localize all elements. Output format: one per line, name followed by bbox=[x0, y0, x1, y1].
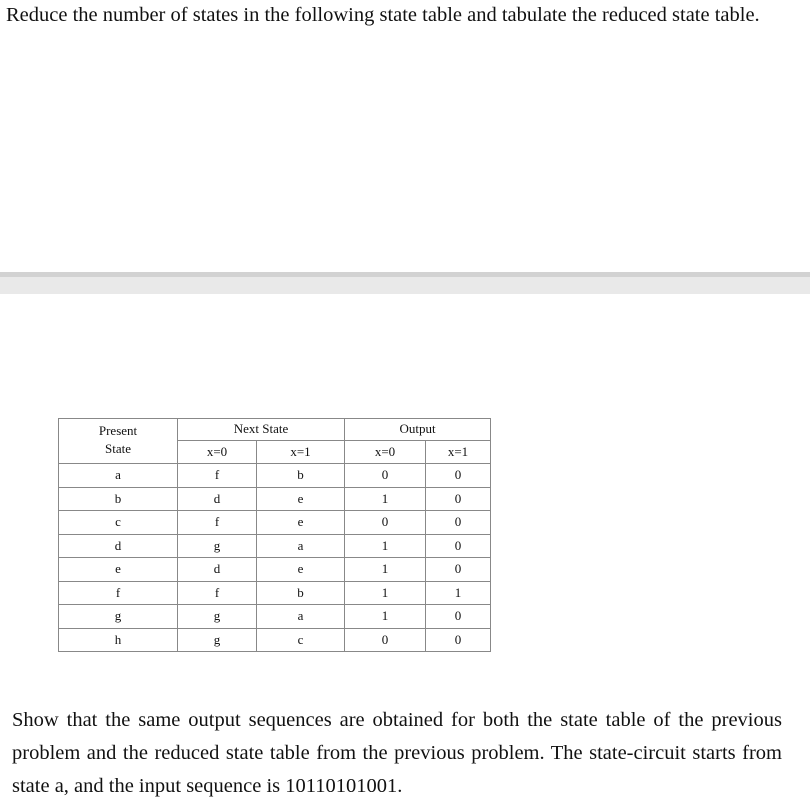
next-state-x1-cell: e bbox=[257, 558, 345, 582]
next-state-x1-cell: e bbox=[257, 487, 345, 511]
output-x0-header: x=0 bbox=[345, 440, 426, 464]
section-divider bbox=[0, 272, 810, 294]
output-header: Output bbox=[345, 419, 491, 441]
present-state-header: Present bbox=[59, 419, 178, 441]
output-x0-cell: 1 bbox=[345, 558, 426, 582]
next-state-x0-cell: d bbox=[178, 487, 257, 511]
state-table bbox=[58, 418, 491, 652]
next-state-x1-cell: b bbox=[257, 581, 345, 605]
next-state-x0-cell: f bbox=[178, 581, 257, 605]
next-state-x1-cell: a bbox=[257, 605, 345, 629]
output-x0-cell: 1 bbox=[345, 605, 426, 629]
output-x1-cell: 0 bbox=[426, 558, 491, 582]
output-x1-cell: 0 bbox=[426, 605, 491, 629]
output-x1-cell: 0 bbox=[426, 464, 491, 488]
present-state-cell: c bbox=[59, 511, 178, 535]
question-text-top: Reduce the number of states in the following state table and tabulate the reduced state table. bbox=[6, 4, 760, 26]
output-x1-cell: 0 bbox=[426, 511, 491, 535]
output-x1-cell: 0 bbox=[426, 487, 491, 511]
question-text-bottom: Show that the same output sequences are obtained for both the state table of the previous problem and the reduced state table from the previous problem. The state-circuit starts from state a, and the input sequence is 10110101001. bbox=[12, 709, 782, 797]
table-row bbox=[59, 511, 491, 535]
table-row bbox=[59, 558, 491, 582]
output-x1-header: x=1 bbox=[426, 440, 491, 464]
present-state-cell: d bbox=[59, 534, 178, 558]
present-state-cell: a bbox=[59, 464, 178, 488]
next-state-x1-cell: e bbox=[257, 511, 345, 535]
present-state-cell: e bbox=[59, 558, 178, 582]
output-x0-cell: 1 bbox=[345, 534, 426, 558]
next-state-x0-cell: f bbox=[178, 511, 257, 535]
present-state-cell: b bbox=[59, 487, 178, 511]
present-state-cell: h bbox=[59, 628, 178, 652]
output-x1-cell: 1 bbox=[426, 581, 491, 605]
output-x0-cell: 1 bbox=[345, 487, 426, 511]
table-body bbox=[59, 464, 491, 652]
next-state-x1-cell: a bbox=[257, 534, 345, 558]
table-row bbox=[59, 464, 491, 488]
next-state-x1-cell: c bbox=[257, 628, 345, 652]
next-state-x0-cell: f bbox=[178, 464, 257, 488]
next-state-x1-cell: b bbox=[257, 464, 345, 488]
present-state-header-line2: State bbox=[59, 440, 178, 464]
output-x0-cell: 0 bbox=[345, 511, 426, 535]
output-x0-cell: 0 bbox=[345, 628, 426, 652]
table-row bbox=[59, 487, 491, 511]
output-x1-cell: 0 bbox=[426, 534, 491, 558]
table-header-row bbox=[59, 419, 491, 441]
next-state-header: Next State bbox=[178, 419, 345, 441]
table-row bbox=[59, 628, 491, 652]
table-row bbox=[59, 605, 491, 629]
next-state-x0-header: x=0 bbox=[178, 440, 257, 464]
output-x0-cell: 0 bbox=[345, 464, 426, 488]
output-x0-cell: 1 bbox=[345, 581, 426, 605]
next-state-x1-header: x=1 bbox=[257, 440, 345, 464]
table-row bbox=[59, 534, 491, 558]
present-state-cell: f bbox=[59, 581, 178, 605]
table-subheader-row bbox=[59, 440, 491, 464]
output-x1-cell: 0 bbox=[426, 628, 491, 652]
next-state-x0-cell: g bbox=[178, 534, 257, 558]
next-state-x0-cell: g bbox=[178, 628, 257, 652]
table-row bbox=[59, 581, 491, 605]
next-state-x0-cell: d bbox=[178, 558, 257, 582]
next-state-x0-cell: g bbox=[178, 605, 257, 629]
present-state-cell: g bbox=[59, 605, 178, 629]
